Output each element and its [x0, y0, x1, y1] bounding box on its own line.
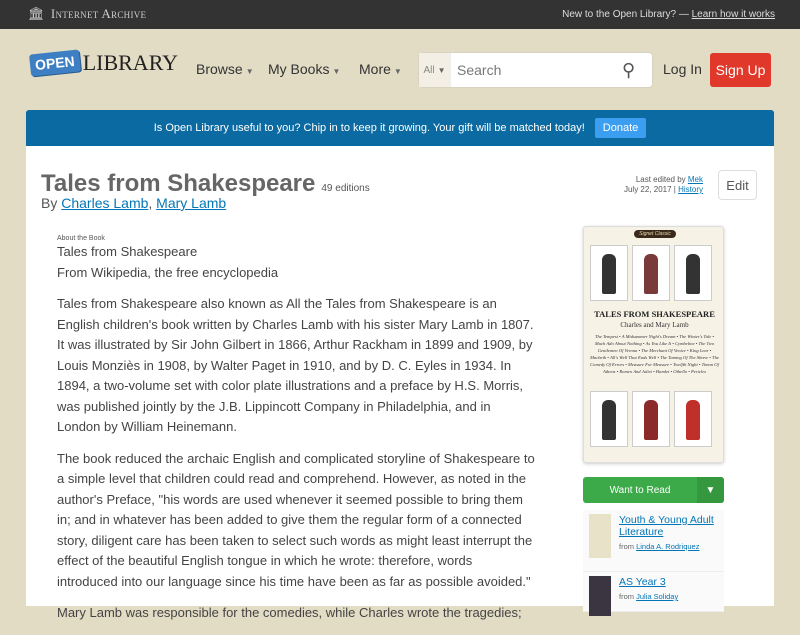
description-line: was published jointly by the J.B. Lippincott Company in Philadelphia, and in — [57, 398, 491, 414]
about-label: About the Book — [57, 235, 105, 242]
book-cover[interactable]: Signet Classic TALES FROM SHAKESPEARE Charles and Mary Lamb The Tempest • A Midsummer Night's Dream • The Winter's Tale • Much Ado About Nothing • As You Like It • Cymbeline • The Two Gentlemen Of Verona • The Merchant Of Venice • King Lear • Macbeth • All's Well That Ends Well • The Taming Of The Shrew • The Comedy Of Errors • Measure For Measure • Twelfth Night • Timon Of Athens • Romeo And Juliet • Hamlet • Othello • Pericles — [583, 226, 724, 463]
learn-how-link[interactable]: Learn how it works — [691, 9, 775, 20]
caret-down-icon: ▼ — [437, 65, 446, 75]
description-line: introduced into our language since his time have been as far as possible avoided." — [57, 573, 531, 589]
caret-down-icon: ▼ — [332, 67, 341, 76]
description-line: effect of the beautiful English tongue in which he wrote: therefore, words — [57, 553, 473, 568]
description-line: The book reduced the archaic English and complicated storyline of Shakespeare to — [57, 450, 535, 466]
list-owner-link[interactable]: Julia Soliday — [636, 592, 679, 601]
want-to-read-button[interactable]: Want to Read ▼ — [583, 477, 724, 503]
search-input[interactable]: Search — [457, 62, 502, 78]
edit-button[interactable]: Edit — [718, 170, 757, 200]
new-user-notice: New to the Open Library? — Learn how it works — [562, 9, 775, 20]
list-title-link[interactable]: Youth & Young Adult Literature — [619, 514, 714, 538]
description-paragraph — [57, 294, 537, 438]
byline: By Charles Lamb, Mary Lamb — [41, 195, 227, 211]
description-line: It was illustrated by Sir John Gilbert in 1866, Arthur Rackham in 1899 and 1909, by — [57, 337, 533, 352]
caret-down-icon: ▼ — [245, 67, 254, 76]
description-line: author's Preface, "his words are used whenever it seemed possible to bring them — [57, 491, 523, 507]
top-bar — [0, 0, 800, 29]
search-scope-dropdown[interactable]: All ▼ — [419, 53, 451, 87]
list-title-link[interactable]: AS Year 3 — [619, 576, 666, 588]
dropdown-arrow-icon[interactable]: ▼ — [697, 477, 724, 503]
description-line: Louis Monziès in 1908, by Walter Paget in 1910, and by D. C. Eyles in 1934. In — [57, 357, 512, 373]
search-bar — [418, 52, 653, 88]
book-description: Tales from Shakespeare From Wikipedia, the free encyclopedia Tales from Shakespeare also known as All the Tales from Shakespeare is an English children's book written by Charles Lamb with his sister Mary Lamb in 1807. It was illustrated by Sir John Gilbert in 1866, Arthur Rackham in 1899 and 1909, by Louis Monziès in 1908, by Walter Paget in 1910, and by D. C. Eyles in 1934. In 1894, a two-volume set with color plate illustrations and a preface by H.S. Morris, was published jointly by the J.B. Lippincott Company in Philadelphia, and in London by William Heinemann. The book reduced the archaic English and complicated storyline of Shakespeare to a simple level that children could read and comprehend. However, as noted in the author's Preface, "his words are used whenever it seemed possible to bring them in; and in whatever has been added to give them the regular form of a connected story, diligent care has been taken to select such words as might least interrupt the effect of the beautiful English tongue in which he wrote: therefore, words introduced into our language since his time have been as far as possible avoided." Mary Lamb was responsible for the comedies, while Charles wrote the tragedies; — [57, 242, 537, 635]
donation-banner: Is Open Library useful to you? Chip in to keep it growing. Your gift will be matched today! Donate — [26, 110, 774, 146]
description-line: London by William Heinemann. — [57, 419, 237, 434]
editions-count[interactable]: 49 editions — [321, 183, 370, 194]
description-line: in; and in whatever has been added to give them the regular form of a connected — [57, 512, 522, 527]
donate-button[interactable]: Donate — [595, 118, 646, 138]
description-paragraph — [57, 603, 537, 624]
list-owner-link[interactable]: Linda A. Rodriquez — [636, 542, 700, 551]
nav-my-books[interactable]: My Books ▼ — [268, 61, 341, 77]
last-edited-info: Last edited by Mek July 22, 2017 | History — [623, 175, 703, 194]
description-line: English children's book written by Charles Lamb with his sister Mary Lamb in 1807. — [57, 316, 534, 332]
author-link[interactable]: Charles Lamb — [61, 195, 149, 211]
list-item: Youth & Young Adult Literature from Linda A. Rodriquez — [583, 510, 724, 572]
nav-browse[interactable]: Browse ▼ — [196, 61, 254, 77]
editor-link[interactable]: Mek — [687, 175, 703, 184]
book-title: Tales from Shakespeare 49 editions — [41, 170, 370, 197]
description-paragraph — [57, 449, 537, 593]
nav-more[interactable]: More ▼ — [359, 61, 402, 77]
search-icon[interactable]: ⚲ — [622, 59, 636, 80]
login-link[interactable]: Log In — [663, 61, 702, 77]
archive-building-icon: 🏛 — [28, 6, 45, 21]
internet-archive-link[interactable]: 🏛 Internet Archive — [28, 6, 147, 21]
cover-illustrations — [590, 391, 712, 447]
description-line: Tales from Shakespeare also known as All the Tales from Shakespeare is an — [57, 296, 497, 311]
open-library-logo[interactable]: OPEN LIBRARY — [30, 50, 178, 76]
caret-down-icon: ▼ — [393, 67, 402, 76]
list-thumbnail[interactable] — [589, 576, 611, 616]
list-thumbnail[interactable] — [589, 514, 611, 558]
history-link[interactable]: History — [678, 185, 703, 194]
signup-button[interactable]: Sign Up — [710, 53, 771, 87]
description-line: Mary Lamb was responsible for the comedies, while Charles wrote the tragedies; — [57, 605, 522, 620]
cover-illustrations — [590, 245, 712, 301]
description-line: story, diligent care has been taken to select such words as might least interrupt the — [57, 532, 533, 548]
list-item: AS Year 3 from Julia Soliday — [583, 572, 724, 612]
author-link[interactable]: Mary Lamb — [156, 195, 227, 211]
description-line: a simple level that children could read and comprehend. However, as noted in the — [57, 471, 527, 486]
description-line: 1894, a two-volume set with color plate illustrations and a preface by H.S. Morris, — [57, 378, 524, 393]
